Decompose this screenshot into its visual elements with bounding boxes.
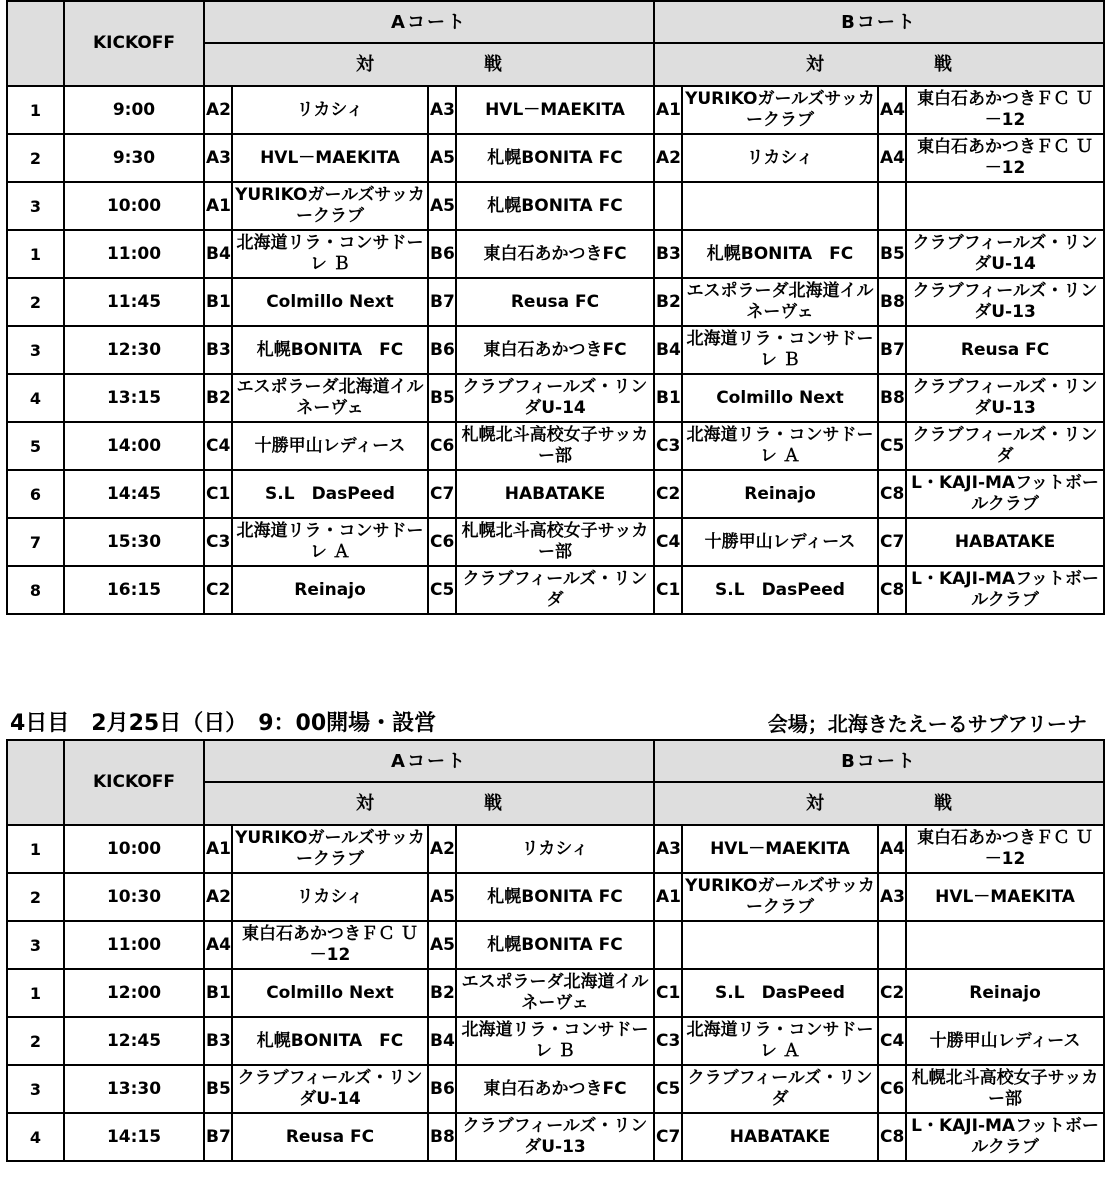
- court-a-team1-code: B4: [204, 230, 232, 278]
- court-a-team1-name: 十勝甲山レディース: [232, 422, 428, 470]
- match-number: 2: [7, 134, 64, 182]
- court-b-team1-code: C1: [654, 566, 682, 614]
- court-b-team1-code: C7: [654, 1113, 682, 1161]
- court-a-team1-code: B2: [204, 374, 232, 422]
- court-b-team1-name: 北海道リラ・コンサドーレ Ａ: [682, 422, 878, 470]
- court-b-team2-name: クラブフィールズ・リンダU-13: [906, 374, 1104, 422]
- table-row: [7, 518, 1104, 566]
- court-b-team1-name: 北海道リラ・コンサドーレ Ａ: [682, 1017, 878, 1065]
- court-b-team1-name: HVL－MAEKITA: [682, 825, 878, 873]
- court-b-team1-code: [654, 921, 682, 969]
- court-a-team1-code: C4: [204, 422, 232, 470]
- court-a-team1-code: B5: [204, 1065, 232, 1113]
- court-a-team1-name: Reinajo: [232, 566, 428, 614]
- kickoff-time: 13:15: [64, 374, 204, 422]
- court-a-team2-name: 札幌北斗高校女子サッカー部: [456, 422, 654, 470]
- table-row: [7, 278, 1104, 326]
- match-number: 3: [7, 921, 64, 969]
- header-court-b: Bコート: [654, 740, 1104, 782]
- match-number: 6: [7, 470, 64, 518]
- match-number: 1: [7, 969, 64, 1017]
- table-row: [7, 230, 1104, 278]
- court-b-team2-code: C2: [878, 969, 906, 1017]
- court-b-team1-code: A1: [654, 873, 682, 921]
- kickoff-time: 13:30: [64, 1065, 204, 1113]
- day4-title: 4日目 2月25日（日） 9：00開場・設営: [10, 711, 437, 736]
- kickoff-time: 14:00: [64, 422, 204, 470]
- court-a-team1-name: クラブフィールズ・リンダU-14: [232, 1065, 428, 1113]
- court-b-team2-name: Reinajo: [906, 969, 1104, 1017]
- kickoff-time: 10:00: [64, 182, 204, 230]
- court-a-team1-name: YURIKOガールズサッカークラブ: [232, 825, 428, 873]
- court-a-team1-name: 札幌BONITA FC: [232, 1017, 428, 1065]
- kickoff-time: 15:30: [64, 518, 204, 566]
- court-a-team2-code: C7: [428, 470, 456, 518]
- court-a-team1-code: C2: [204, 566, 232, 614]
- court-a-team2-code: B5: [428, 374, 456, 422]
- header-versus-b: 対 戦: [654, 43, 1104, 86]
- court-a-team2-code: B8: [428, 1113, 456, 1161]
- kickoff-time: 10:00: [64, 825, 204, 873]
- court-a-team1-name: リカシィ: [232, 873, 428, 921]
- match-number: 1: [7, 230, 64, 278]
- court-a-team1-code: B3: [204, 326, 232, 374]
- court-a-team2-name: Reusa FC: [456, 278, 654, 326]
- header-court-a: Aコート: [204, 740, 654, 782]
- match-number: 2: [7, 1017, 64, 1065]
- schedule-table-day3: [6, 0, 1105, 615]
- court-a-team2-code: B6: [428, 1065, 456, 1113]
- court-b-team2-code: B5: [878, 230, 906, 278]
- court-b-team2-code: A4: [878, 86, 906, 134]
- header-court-a: Aコート: [204, 1, 654, 43]
- court-a-team1-code: C1: [204, 470, 232, 518]
- table-row: [7, 1017, 1104, 1065]
- court-b-team1-code: C2: [654, 470, 682, 518]
- court-b-team2-code: B8: [878, 374, 906, 422]
- court-b-team1-name: YURIKOガールズサッカークラブ: [682, 86, 878, 134]
- court-a-team2-name: 札幌BONITA FC: [456, 873, 654, 921]
- court-b-team2-code: C8: [878, 1113, 906, 1161]
- court-a-team1-code: C3: [204, 518, 232, 566]
- match-number: 2: [7, 278, 64, 326]
- court-b-team2-name: Reusa FC: [906, 326, 1104, 374]
- court-a-team2-code: A5: [428, 873, 456, 921]
- court-a-team2-code: B6: [428, 230, 456, 278]
- table-row: [7, 374, 1104, 422]
- court-a-team1-name: 北海道リラ・コンサドーレ Ｂ: [232, 230, 428, 278]
- court-b-team2-code: A3: [878, 873, 906, 921]
- court-b-team2-name: クラブフィールズ・リンダU-14: [906, 230, 1104, 278]
- court-a-team1-code: B1: [204, 278, 232, 326]
- match-number: 1: [7, 86, 64, 134]
- kickoff-time: 9:00: [64, 86, 204, 134]
- kickoff-time: 11:00: [64, 921, 204, 969]
- court-b-team1-name: エスポラーダ北海道イルネーヴェ: [682, 278, 878, 326]
- court-b-team2-code: A4: [878, 825, 906, 873]
- court-a-team2-name: クラブフィールズ・リンダ: [456, 566, 654, 614]
- court-b-team2-code: C8: [878, 566, 906, 614]
- court-a-team1-name: 札幌BONITA FC: [232, 326, 428, 374]
- court-a-team2-code: B6: [428, 326, 456, 374]
- court-a-team1-name: Reusa FC: [232, 1113, 428, 1161]
- court-b-team1-code: B2: [654, 278, 682, 326]
- court-a-team1-name: HVL－MAEKITA: [232, 134, 428, 182]
- court-b-team1-code: B4: [654, 326, 682, 374]
- court-b-team1-name: S.L DasPeed: [682, 566, 878, 614]
- header-blank: [7, 740, 64, 825]
- court-b-team1-name: 札幌BONITA FC: [682, 230, 878, 278]
- kickoff-time: 12:30: [64, 326, 204, 374]
- match-number: 5: [7, 422, 64, 470]
- court-b-team2-code: A4: [878, 134, 906, 182]
- court-b-team2-code: C4: [878, 1017, 906, 1065]
- court-b-team2-name: HABATAKE: [906, 518, 1104, 566]
- court-a-team1-name: Colmillo Next: [232, 278, 428, 326]
- court-b-team2-code: C7: [878, 518, 906, 566]
- kickoff-time: 16:15: [64, 566, 204, 614]
- court-a-team2-name: 東白石あかつきFC: [456, 230, 654, 278]
- match-number: 2: [7, 873, 64, 921]
- court-b-team1-code: C5: [654, 1065, 682, 1113]
- header-court-b: Bコート: [654, 1, 1104, 43]
- match-number: 4: [7, 1113, 64, 1161]
- match-number: 7: [7, 518, 64, 566]
- court-b-team1-code: A2: [654, 134, 682, 182]
- court-b-team1-code: [654, 182, 682, 230]
- court-a-team2-code: B7: [428, 278, 456, 326]
- court-a-team2-code: A2: [428, 825, 456, 873]
- court-b-team1-name: HABATAKE: [682, 1113, 878, 1161]
- court-a-team2-name: 東白石あかつきFC: [456, 326, 654, 374]
- court-b-team1-name: S.L DasPeed: [682, 969, 878, 1017]
- court-a-team1-name: エスポラーダ北海道イルネーヴェ: [232, 374, 428, 422]
- kickoff-time: 14:45: [64, 470, 204, 518]
- court-b-team1-name: [682, 182, 878, 230]
- court-b-team2-name: 東白石あかつきＦＣ Ｕ－12: [906, 86, 1104, 134]
- court-a-team2-code: C5: [428, 566, 456, 614]
- court-b-team2-name: クラブフィールズ・リンダU-13: [906, 278, 1104, 326]
- court-a-team2-code: A3: [428, 86, 456, 134]
- court-a-team2-code: A5: [428, 921, 456, 969]
- match-number: 4: [7, 374, 64, 422]
- header-versus-a: 対 戦: [204, 43, 654, 86]
- court-a-team2-name: エスポラーダ北海道イルネーヴェ: [456, 969, 654, 1017]
- court-b-team2-name: 東白石あかつきＦＣ Ｕ－12: [906, 825, 1104, 873]
- court-a-team1-code: A4: [204, 921, 232, 969]
- kickoff-time: 10:30: [64, 873, 204, 921]
- court-a-team2-code: C6: [428, 422, 456, 470]
- court-b-team1-name: リカシィ: [682, 134, 878, 182]
- table-row: [7, 825, 1104, 873]
- court-a-team2-code: B2: [428, 969, 456, 1017]
- court-b-team2-name: [906, 921, 1104, 969]
- court-a-team2-name: リカシィ: [456, 825, 654, 873]
- court-b-team2-name: 東白石あかつきＦＣ Ｕ－12: [906, 134, 1104, 182]
- court-a-team2-name: 札幌BONITA FC: [456, 921, 654, 969]
- court-a-team2-name: 札幌北斗高校女子サッカー部: [456, 518, 654, 566]
- table-row: [7, 182, 1104, 230]
- table-row: [7, 1113, 1104, 1161]
- table-row: [7, 566, 1104, 614]
- day4-venue: 会場；北海きたえーるサブアリーナ: [767, 712, 1087, 736]
- court-b-team2-name: [906, 182, 1104, 230]
- header-blank: [7, 1, 64, 86]
- court-b-team2-code: C6: [878, 1065, 906, 1113]
- court-a-team1-code: B1: [204, 969, 232, 1017]
- court-b-team1-name: Colmillo Next: [682, 374, 878, 422]
- court-a-team2-name: HABATAKE: [456, 470, 654, 518]
- match-number: 3: [7, 182, 64, 230]
- court-a-team1-code: B3: [204, 1017, 232, 1065]
- court-a-team1-name: 北海道リラ・コンサドーレ Ａ: [232, 518, 428, 566]
- court-a-team2-code: C6: [428, 518, 456, 566]
- court-a-team2-name: 北海道リラ・コンサドーレ Ｂ: [456, 1017, 654, 1065]
- court-a-team1-code: A2: [204, 86, 232, 134]
- kickoff-time: 14:15: [64, 1113, 204, 1161]
- court-b-team2-name: HVL－MAEKITA: [906, 873, 1104, 921]
- kickoff-time: 12:45: [64, 1017, 204, 1065]
- court-b-team2-name: 十勝甲山レディース: [906, 1017, 1104, 1065]
- court-a-team2-name: クラブフィールズ・リンダU-13: [456, 1113, 654, 1161]
- court-b-team2-code: C5: [878, 422, 906, 470]
- court-a-team2-code: A5: [428, 134, 456, 182]
- court-b-team2-name: L・KAJI-MAフットボールクラブ: [906, 566, 1104, 614]
- kickoff-time: 11:45: [64, 278, 204, 326]
- court-b-team1-code: A1: [654, 86, 682, 134]
- court-a-team1-name: YURIKOガールズサッカークラブ: [232, 182, 428, 230]
- match-number: 1: [7, 825, 64, 873]
- court-a-team2-name: クラブフィールズ・リンダU-14: [456, 374, 654, 422]
- court-b-team1-code: B3: [654, 230, 682, 278]
- court-a-team1-name: 東白石あかつきＦＣ Ｕ－12: [232, 921, 428, 969]
- header-kickoff: KICKOFF: [64, 1, 204, 86]
- schedule-table-day4: [6, 739, 1105, 1162]
- court-b-team2-name: クラブフィールズ・リンダ: [906, 422, 1104, 470]
- table-row: [7, 873, 1104, 921]
- court-a-team2-code: A5: [428, 182, 456, 230]
- court-b-team2-code: B8: [878, 278, 906, 326]
- table-row: [7, 470, 1104, 518]
- court-b-team2-code: B7: [878, 326, 906, 374]
- table-row: [7, 1065, 1104, 1113]
- court-a-team1-name: S.L DasPeed: [232, 470, 428, 518]
- court-b-team1-code: A3: [654, 825, 682, 873]
- court-a-team2-name: HVL－MAEKITA: [456, 86, 654, 134]
- court-a-team2-name: 札幌BONITA FC: [456, 134, 654, 182]
- court-b-team1-name: Reinajo: [682, 470, 878, 518]
- court-b-team1-code: B1: [654, 374, 682, 422]
- court-b-team2-name: L・KAJI-MAフットボールクラブ: [906, 470, 1104, 518]
- court-a-team1-code: B7: [204, 1113, 232, 1161]
- court-a-team2-name: 札幌BONITA FC: [456, 182, 654, 230]
- table-row: [7, 969, 1104, 1017]
- court-a-team1-code: A1: [204, 825, 232, 873]
- match-number: 3: [7, 1065, 64, 1113]
- court-a-team1-code: A2: [204, 873, 232, 921]
- court-a-team1-name: リカシィ: [232, 86, 428, 134]
- court-b-team1-name: 北海道リラ・コンサドーレ Ｂ: [682, 326, 878, 374]
- court-b-team1-code: C1: [654, 969, 682, 1017]
- court-a-team2-code: B4: [428, 1017, 456, 1065]
- court-b-team1-name: クラブフィールズ・リンダ: [682, 1065, 878, 1113]
- court-a-team1-code: A1: [204, 182, 232, 230]
- court-b-team1-code: C3: [654, 422, 682, 470]
- court-b-team2-code: [878, 182, 906, 230]
- header-versus-b: 対 戦: [654, 782, 1104, 825]
- kickoff-time: 12:00: [64, 969, 204, 1017]
- kickoff-time: 9:30: [64, 134, 204, 182]
- header-versus-a: 対 戦: [204, 782, 654, 825]
- court-a-team1-code: A3: [204, 134, 232, 182]
- court-b-team1-code: C4: [654, 518, 682, 566]
- court-b-team2-code: C8: [878, 470, 906, 518]
- court-b-team2-name: 札幌北斗高校女子サッカー部: [906, 1065, 1104, 1113]
- court-b-team1-name: [682, 921, 878, 969]
- table-row: [7, 134, 1104, 182]
- header-kickoff: KICKOFF: [64, 740, 204, 825]
- court-b-team2-name: L・KAJI-MAフットボールクラブ: [906, 1113, 1104, 1161]
- court-a-team1-name: Colmillo Next: [232, 969, 428, 1017]
- match-number: 8: [7, 566, 64, 614]
- court-a-team2-name: 東白石あかつきFC: [456, 1065, 654, 1113]
- court-b-team1-code: C3: [654, 1017, 682, 1065]
- table-row: [7, 86, 1104, 134]
- court-b-team2-code: [878, 921, 906, 969]
- match-number: 3: [7, 326, 64, 374]
- court-b-team1-name: 十勝甲山レディース: [682, 518, 878, 566]
- court-b-team1-name: YURIKOガールズサッカークラブ: [682, 873, 878, 921]
- table-row: [7, 921, 1104, 969]
- table-row: [7, 422, 1104, 470]
- kickoff-time: 11:00: [64, 230, 204, 278]
- table-row: [7, 326, 1104, 374]
